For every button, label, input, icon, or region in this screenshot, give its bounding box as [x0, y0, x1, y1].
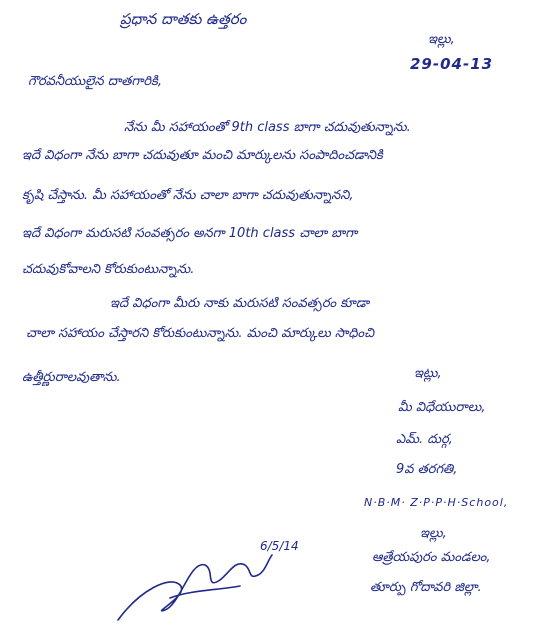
closing-line: N·B·M· Z·P·P·H·School, [364, 496, 509, 509]
body-line: ఇదే విధంగా మరుసటి సంవత్సరం అనగా 10th class చాలా బాగా [22, 226, 358, 241]
signature [110, 520, 310, 630]
closing-line: తూర్పు గోదావరి జిల్లా. [370, 580, 482, 595]
letter-title: ప్రధాన దాతకు ఉత్తరం [120, 10, 247, 28]
body-line: చదువుకోవాలని కోరుకుంటున్నాను. [22, 262, 195, 277]
closing-line: ఎమ్. దుర్గ, [396, 432, 453, 447]
body-line: నేను మీ సహాయంతో 9th class బాగా చదువుతున్నాను. [124, 120, 411, 135]
salutation: గౌరవనీయులైన దాతగారికి, [28, 74, 162, 89]
closing-line: ఇల్లు, [420, 526, 447, 541]
closing-line: ఆత్రేయపురం మండలం, [372, 550, 491, 565]
closing-line: ఇట్లు, [414, 366, 442, 381]
body-line: ఇదే విధంగా మీరు నాకు మరుసటి సంవత్సరం కూడా [110, 296, 369, 311]
signature-stroke [118, 555, 272, 620]
closing-line: 9వ తరగతి, [396, 462, 458, 477]
place-heading: ఇల్లు, [428, 32, 455, 47]
signature-date: 6/5/14 [260, 539, 299, 553]
body-line: ఉత్తీర్ణురాలవుతాను. [22, 370, 121, 385]
letter-date: 29-04-13 [410, 55, 494, 73]
body-line: చాలా సహాయం చేస్తారని కోరుకుంటున్నాను. మంచి మార్కులు సాధించి [26, 326, 375, 341]
body-line: కృషి చేస్తాను. మీ సహాయంతో నేను చాలా బాగా చదువుతున్నానని, [22, 188, 354, 203]
closing-line: మీ విధేయురాలు, [398, 400, 486, 415]
body-line: ఇదే విధంగా నేను బాగా చదువుతూ మంచి మార్కులను సంపాదించడానికి [22, 148, 383, 163]
